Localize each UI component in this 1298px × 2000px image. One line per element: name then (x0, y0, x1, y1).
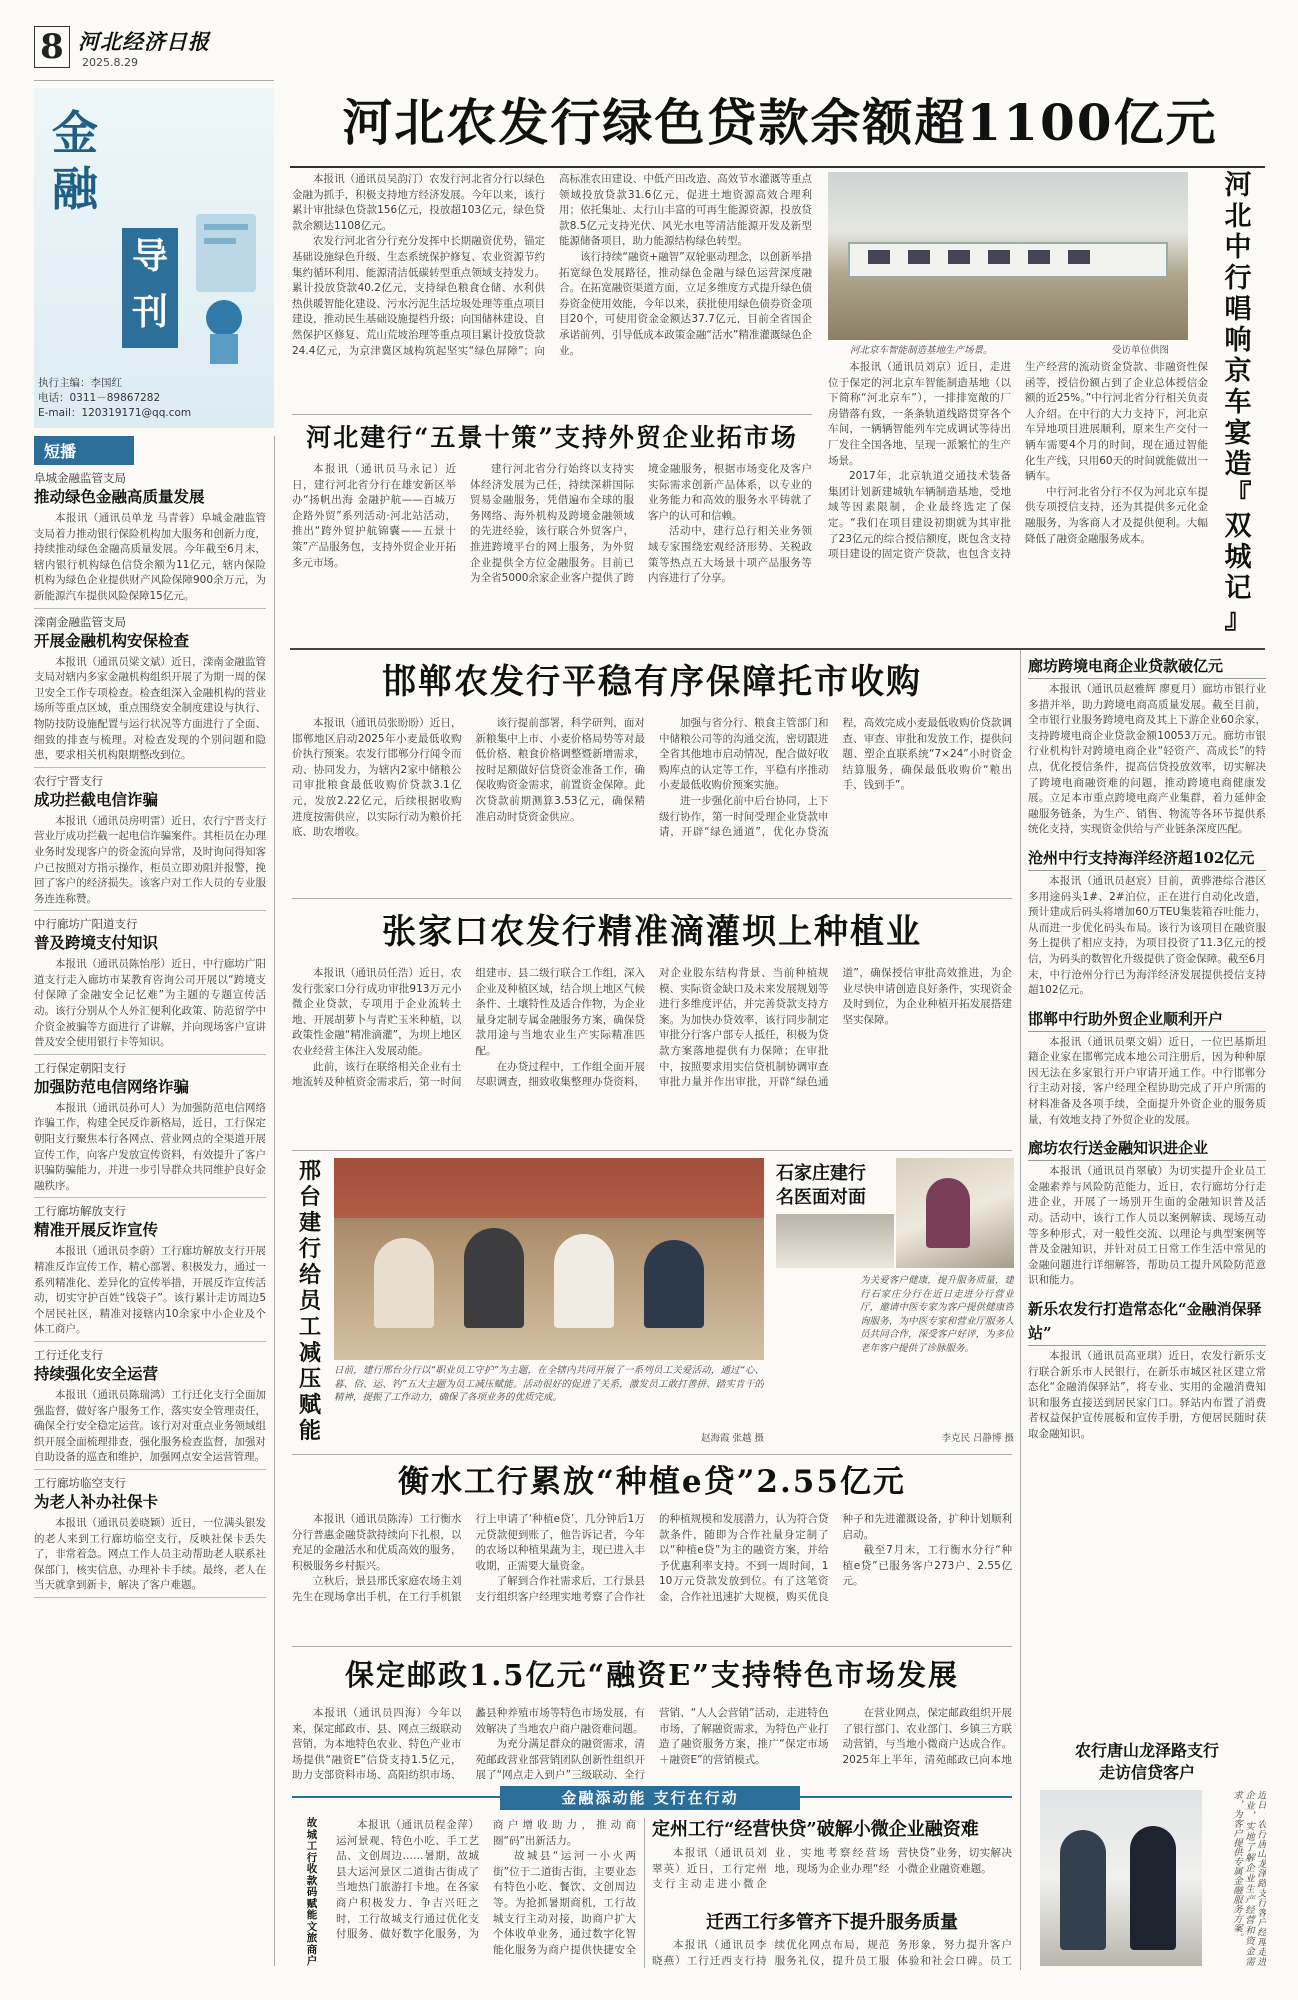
hengshui-para-3: 了解到合作社需求后，工行景县支行组织客户经理实地考察了合作社的种植规模和发展潜力，认为符合贷款条件，随即为合作社量身定制了以“种植e贷”为主的融资方案，并给予优惠利率支持。不到一周时间，110万元贷款发放到位。有了这笔资金，合作社迅速扩大规模，购买优良种子和先进灌溉设备，扩种计划顺利启动。 (475, 1513, 1012, 1603)
interview-caption: 近日，农行唐山龙泽路支行客户经理走进企业，实地了解企业生产经营和资金需求，为客户提供专属金融服务方案。 (1231, 1790, 1266, 1966)
gucheng-para-1: 本报讯（通讯员程金萍）运河景观、特色小吃、手工艺品、文创周边……暑期，故城县大运河景区二道街古街成了当地热门旅游打卡地。在各家商户积极发力、争吉兴旺之时，工行故城支行通过优化支付服务、做好数字化服务，为商户增收助力，推动商圈“码”出新活力。 (336, 1819, 636, 1941)
jingjin-para-2: 2017年，北京轨道交通技术装备集团计划新建城轨车辆制造基地，受地域等因素限制，企业最终选定了保定。“我们在项目建设初期就为其审批了23亿元的综合授信额度，既包含支持项目建设的固定资产贷款，也包含支持生产经营的流动资金贷款、非融资性保函等，授信份额占到了企业总体授信金额的近25%。”中行河北省分行相关负责人介绍。在中行的大力支持下，河北京车异地项目进展顺利，原来生产交付一辆车需要4个月的时间，现在通过智能化生产线，只用60天的时间就能做出一辆车。 (828, 361, 1208, 561)
right-column (1028, 654, 1266, 1734)
vertical-title-char: 赋 (298, 1392, 321, 1418)
baoding-headline: 保定邮政1.5亿元“融资E”支持特色市场发展 (345, 1658, 959, 1692)
masthead (34, 26, 274, 76)
brief-para: 本报讯（通讯员孙可人）为加强防范电信网络诈骗工作，构建全民反诈新格局，近日，工行保定朝阳支行聚焦本行各网点、营业网点的全渠道开展宣传工作，向客户发放宣传资料，有效提升了客户识骗防骗能力，并进一步引导群众共同维护良好金融秩序。 (34, 1101, 266, 1192)
brief-body (34, 1516, 266, 1594)
interview-photo (1040, 1790, 1202, 1966)
vertical-title-char: 宴 (1224, 418, 1252, 449)
jianhang-body (292, 462, 812, 638)
vertical-title-char: 唱 (1224, 294, 1252, 325)
vertical-title-char: 河 (1224, 170, 1252, 201)
sjz-photo-top (896, 1158, 1014, 1268)
jianhang-headline: 河北建行“五景十策”支持外贸企业拓市场 (306, 423, 798, 452)
handan-body (292, 716, 1012, 894)
dingzhou-body (652, 1846, 1012, 1908)
brief-title: 持续强化安全运营 (34, 1363, 159, 1383)
lead-para-1: 本报讯（通讯员吴韵汀）农发行河北省分行以绿色金融为抓手，积极支持地方经济发展。今年以来，该行累计审批绿色贷款156亿元，投放超103亿元，绿色贷款余额达1108亿元。 (292, 173, 545, 232)
brief-org: 工行廊坊临空支行 (34, 1475, 126, 1490)
jianhang-para-1: 本报讯（通讯员马永记）近日，建行河北省分行在雄安新区举办“扬帆出海 金融护航——百城万企路外贸”系列活动·河北站活动，推出“跨外贸护航锦囊——五景十策”产品服务包，支持外贸企业开拓多元市场。 (292, 463, 456, 569)
vertical-title-char: 行 (306, 1851, 318, 1864)
handan-headline: 邯郸农发行平稳有序保障托市收购 (382, 662, 922, 702)
right-story-body (1028, 1349, 1266, 1443)
section-badge (34, 88, 274, 428)
vertical-title-char: 台 (298, 1184, 321, 1210)
hengshui-para-2: 立秋后，景县邢氏家庭农场主刘先生在现场拿出手机，在工行手机银行上申请了‘种植e贷’，几分钟后1万元贷款便到账了，他告诉记者，今年的农场以种植果蔬为主，现已进入丰收期，正需要大量资金。 (292, 1513, 645, 1603)
gucheng-vertical-title (292, 1818, 332, 1968)
vertical-title-char: 双 (1224, 511, 1252, 542)
interview-title (1028, 1740, 1266, 1784)
lead-headline: 河北农发行绿色贷款余额超1100亿元 (342, 93, 1218, 152)
sjz-title-line-1: 石家庄建行 (776, 1163, 866, 1184)
brief-org: 中行廊坊广阳道支行 (34, 917, 138, 932)
lead-para-2: 农发行河北省分行充分发挥中长期融资优势，锚定基础设施绿色升级、生态系统保护修复、农业资源节约集约循环利用、能源清洁低碳转型重点领域支持发力。累计投放贷款40.2亿元，支持绿色粮食仓储、水利供热供暖智能化建设、污水污泥生活垃圾处理等重点项目建设，推动民生基础设施提档升级；向国储林建设、自然保护区修复、荒山荒坡治理等重点项目累计投放贷款24.4亿元，为京津冀区域构筑起坚实“绿色屏障”；向高标准农田建设、中低产田改造、高效节水灌溉等重点领域投放贷款31.6亿元，促进土地资源高效合理利用；依托集址、太行山丰富的可再生能源资源，投放贷款8.5亿元支持光伏、风光水电等清洁能源开发及新型能源储备项目，助力能源结构绿色转型。 (292, 173, 812, 357)
vertical-title-char: 故 (306, 1817, 318, 1829)
brief-title: 推动绿色金融高质量发展 (34, 487, 205, 506)
qianxi-headline: 迁西工行多管齐下提升服务质量 (706, 1912, 958, 1933)
brief-org: 农行宁晋支行 (34, 773, 103, 788)
brief-org: 阜城金融监管支局 (34, 471, 126, 485)
section-char-1: 金 (52, 106, 98, 160)
baoding-body (292, 1706, 1012, 1788)
vertical-title-char: 北 (1224, 201, 1252, 232)
jingjin-para-1: 本报讯（通讯员刘京）近日，走进位于保定的河北京车智能制造基地（以下简称“河北京车”），一排排宽敞的厂房错落有致，一条条轨道线路贯穿各个车间，一辆辆智能列车完成调试等待出厂发往全国各地，呈现一派繁忙的生产场景。 (828, 361, 1011, 467)
hengshui-para-4: 截至7月末，工行衡水分行“种植e贷”已服务客户273户、2.55亿元。 (842, 1544, 1012, 1588)
brief-org: 工行保定朝阳支行 (34, 1060, 126, 1075)
brief-para: 本报讯（通讯员姜晓颖）近日，一位满头银发的老人来到工行廊坊临空支行，反映社保卡丢失了，非常着急。网点工作人员主动帮助老人联系社保部门，核实信息，办理补卡手续。最终，老人在当天就拿到新卡，解决了客户难题。 (34, 1516, 266, 1592)
baoding-para-3: 在营业网点，保定邮政组织开展了银行部门、农业部门、乡镇三方联动营销，与当地小微商户达成合作。2025年上半年，清苑邮政已向本地 (842, 1707, 1012, 1766)
brief-org: 滦南金融监管支局 (34, 614, 126, 629)
right-story-para: 本报讯（通讯员高亚琪）近日，农发行新乐支行联合新乐市人民银行，在新乐市城区社区建立常态化“金融消保驿站”，将专业、实用的金融消费知识和服务直接送到居民家门口。驿站内布置了消费者权益保护宣传展板和宣传手册，方便居民随时获取金融知识。 (1028, 1350, 1266, 1440)
baoding-para-1: 本报讯（通讯员四海）今年以来，保定邮政市、县、网点三级联动营销，为本地特色农业、特色产业市场提供“融资E”信贷支持1.5亿元，助力支部资料市场、高阳纺织市场、蠡县种养殖市场等特色市场发展，有效解决了当地农户商户融资难问题。 (292, 1707, 645, 1782)
vertical-title-char: 文 (306, 1920, 318, 1933)
sjz-credit: 李克民 吕静博 摄 (941, 1433, 1014, 1444)
sjz-title (776, 1162, 896, 1210)
feature-banner: 金融添动能 支行在行动 (500, 1786, 800, 1810)
brief-title: 精准开展反诈宣传 (34, 1220, 159, 1240)
vertical-title-char: 『 (1224, 480, 1252, 511)
brief-body (34, 511, 266, 605)
page-number: 8 (34, 26, 70, 68)
brief-para: 本报讯（通讯员房明雷）近日，农行宁晋支行营业厅成功拦截一起电信诈骗案件。其柜员在办理业务时发现客户的资金流向异常，及时询问得知客户已按照对方指示操作，柜员立即劝阻并报警，挽回了客户的经济损失。该客户对工作人员的专业服务连连称赞。 (34, 814, 266, 905)
xingtai-caption: 日前，建行邢台分行以“职业员工守护”为主题，在全辖内共同开展了一系列员工关爱活动，通过“心、暮、俗、运、钓”五大主题为员工减压赋能。活动很好的促进了关系，激发员工敢打善拼、踏实肯干的精神，提振了工作动力，确保了各项业务的优质完成。 (334, 1365, 764, 1403)
hengshui-body (292, 1512, 1012, 1640)
interview-title-line-2: 走访信贷客户 (1098, 1763, 1195, 1782)
brief-org: 工行廊坊解放支行 (34, 1204, 126, 1219)
editor-line: 执行主编：李国红 (38, 377, 122, 389)
brief-para: 本报讯（通讯员陈瑞鸿）工行迁化支行全面加强监督，做好客户服务工作，落实安全管理责任，确保全行安全稳定运营。该行对对重点业务领域组织开展全面梳理排查，强化服务检查监督，加强对自助设备的巡查和维护，加强网点安全运营管理。 (34, 1388, 266, 1464)
vertical-title-char: 记 (1224, 573, 1252, 604)
hengshui-para-1: 本报讯（通讯员陈涛）工行衡水分行普惠金融贷款持续向下扎根，以充足的金融活水和优质高效的服务，积极服务乡村振兴。 (292, 1513, 462, 1572)
jingjin-vertical-title (1210, 170, 1266, 640)
interview-title-line-1: 农行唐山龙泽路支行 (1074, 1741, 1219, 1760)
vertical-title-char: 减 (298, 1340, 321, 1366)
jingjin-body (828, 360, 1208, 640)
brief-header: 短播 (34, 436, 134, 465)
brief-body (34, 1388, 266, 1466)
vertical-title-char: 给 (298, 1262, 321, 1288)
right-story-para: 本报讯（通讯员栗文娟）近日，一位巴基斯坦籍企业家在邯郸完成本地公司注册后，因为种种原因无法在多家银行开户审请开通工作。中行邯郸分行主动对接，客户经理全程协助完成了开户所需的材料准备及各项手续，全面提升外资企业的服务质量，有效地支持了外贸企业的发展。 (1028, 1035, 1266, 1126)
brief-para: 本报讯（通讯员单龙 马青蓉）阜城金融监管支局着力推动银行保险机构加大服务和创新力度，持续推动绿色金融高质量发展。今年截至6月末，辖内银行机构绿色信贷余额为11亿元，辖内保险机构为绿色企业提供财产风险保障900余万元，为新能源汽车提供风险保障15亿元。 (34, 512, 266, 602)
vertical-title-char: 响 (1224, 325, 1252, 356)
brief-body (34, 957, 266, 1051)
brief-column (34, 436, 266, 1966)
email-line: E-mail：120319171@qq.com (38, 407, 192, 419)
vertical-title-char: 』 (1224, 604, 1252, 635)
brief-title: 开展金融机构安保检查 (34, 630, 190, 650)
vertical-title-char: 款 (306, 1874, 318, 1887)
lead-body (292, 172, 812, 410)
vertical-title-char: 收 (306, 1863, 318, 1875)
lead-para-3: 该行持续“融资+融智”双轮驱动理念，以创新举措拓宽绿色发展路径，推动绿色金融与绿色运营深度融合。在拓宽融资渠道方面，立足多维度方式提升绿色债券资金使用效能，今年以来，获批使用绿色债券资金项目20个，可使用资金金额达37.7亿元，目前全省国企承诺前列，引导低成本政策金融“活水”精准灌溉绿色企业。 (559, 250, 812, 357)
handan-para-1: 本报讯（通讯员张盼盼）近日，邯郸地区启动2025年小麦最低收购价执行预案。农发行邯郸分行闻令而动、协同发力，为辖内2家中储粮公司审批粮食最低收购价贷款3.1亿元，发放2.22亿元，后续根据收购进度按需供应，以实际行动为粮价托底、助农增收。 (292, 717, 462, 839)
xingtai-vertical-title (292, 1158, 328, 1458)
vertical-title-char: 邢 (298, 1158, 321, 1184)
jianhang-para-3: 活动中，建行总行相关业务领域专家围绕宏观经济形势、关税政策等热点五大场景十项产品服务等内容进行了分享。 (648, 525, 812, 585)
qianxi-para-1: 本报讯（通讯员李晓燕）工行迁西支行持续优化网点布局，规范服务礼仪，提升员工服务形象，努力提升客户体验和社会口碑。员工 (652, 1939, 1012, 1967)
zhangjiakou-para-3: 在办贷过程中，工作组全面开展尽职调查，细致收集整理办贷资料，对企业股东结构背景、当前种植规模、实际资金缺口及未来发展规划等进行多维度评估，并完善贷款支持方案。为加快办贷效率，该行同步制定审批分行客户部专人抵任，积极为贷款方案落地提供有力保障；在审批中，按照要求用实信贷机制协调审查审批力量并作出审批，开辟“绿色通道”，确保授信审批高效推进，为企业尽快申请创造良好条件，实现资金及时到位，为企业种植开拓发展搭建坚实保障。 (475, 967, 1012, 1089)
brief-title: 成功拦截电信诈骗 (34, 789, 159, 809)
vertical-title-char: 行 (1224, 263, 1252, 294)
brief-para: 本报讯（通讯员李蔚）工行廊坊解放支行开展精准反诈宣传工作，精心部署、积极发力，通过一系列精准化、差异化的宣传举措，开展反诈宣传活动，切实守护百姓“钱袋子”。该行累计走访周边5个居民社区，精准对接辖内10余家中小企业及个体工商户。 (34, 1245, 266, 1336)
right-story-body (1028, 874, 1266, 999)
xingtai-photo (334, 1158, 764, 1360)
brief-title: 加强防范电信网络诈骗 (34, 1076, 190, 1096)
brief-title: 为老人补办社保卡 (34, 1491, 159, 1511)
jingjin-para-3: 中行河北省分行不仅为河北京车提供专项授信支持，还为其提供多元化金融服务，为客商人才及提供便利。大幅降低了融资金融服务成本。 (1025, 485, 1208, 545)
vertical-title-char: 能 (298, 1418, 321, 1444)
gucheng-body (336, 1818, 636, 1968)
vertical-title-char: 京 (1224, 356, 1252, 387)
right-story-title: 新乐农发行打造常态化“金融消保驿站” (1028, 1297, 1266, 1346)
factory-photo-caption: 河北京车智能制造基地生产场景。 (850, 345, 993, 356)
dingzhou-para-1: 本报讯（通讯员刘翠英）近日，工行定州支行主动走进小微企业，实地考察经营场地，现场为企业办理“经营快贷”业务，切实解决小微企业融资难题。 (652, 1847, 1012, 1891)
zhangjiakou-headline: 张家口农发行精准滴灌坝上种植业 (382, 912, 922, 952)
right-story-body (1028, 1035, 1266, 1129)
brief-body (34, 814, 266, 908)
vertical-title-char: 建 (298, 1210, 321, 1236)
vertical-title-char: 旅 (306, 1932, 318, 1944)
zhangjiakou-para-2: 此前，该行在联络相关企业有土地流转及种植资金需求后，第一时间组建市、县二级行联合工作组，深入企业及种植区域，结合坝上地区气候条件、土壤特性及适合作物，为企业量身定制专属金融服务方案，确保贷款用途与当地农业生产实际精准匹配。 (292, 967, 645, 1089)
handan-para-2: 该行提前部署，科学研判，面对新粮集中上市、小麦价格局势等对最低价格、粮食价格调整暨新增需求，按时足额做好信贷资金准备工作，确保收购资金需求，前置资金保障。此次贷款前期测算3.53亿元，确保精准启动时贷资金供应。 (475, 717, 645, 823)
brief-title: 普及跨境支付知识 (34, 933, 159, 953)
vertical-title-char: 压 (298, 1366, 321, 1392)
right-story-para: 本报讯（通讯员赵宸）目前，黄骅港综合港区多用途码头1#、2#泊位，正在进行自动化改造，预计建成后码头将增加60万TEU集装箱吞吐能力，从而进一步优化码头布局。该行为该项目在融资服务上提供了相应支持，为项目投资了11.3亿元的授信，为码头的数智化升级提供了资金保障。截至6月末，中行沧州分行已为海洋经济发展提供授信支持超102亿元。 (1028, 874, 1266, 997)
vertical-title-char: 车 (1224, 387, 1252, 418)
hengshui-headline: 衡水工行累放“种植e贷”2.55亿元 (398, 1464, 906, 1500)
right-story-title: 沧州中行支持海洋经济超102亿元 (1028, 846, 1266, 871)
right-story-title: 廊坊跨境电商企业贷款破亿元 (1028, 654, 1266, 679)
brief-org: 工行迁化支行 (34, 1347, 103, 1362)
gucheng-para-2: 故城县“运河一小火两街”位于二道街古街，主要业态有特色小吃、餐饮、文创周边等。为抢抓暑期商机，工行故城支行主动对接，助商户扩大个体收单业务，通过数字化智能化服务为商户提供快捷安全 (493, 1850, 636, 1956)
jianhang-para-2: 建行河北省分行始终以支持实体经济发展为己任，持续深耕国际贸易金融服务，凭借遍布全球的服务网络、海外机构及跨境金融领域的先进经验，该行联合外贸客户，推进跨境平台的网上服务，为外贸企业提供全方位金融服务。目前已为全省5000余家企业客户提供了跨境金融服务，根据市场变化及客户实际需求创新产品体系，以专业的业务能力和高效的服务水平铸就了客户的认可和信赖。 (470, 463, 812, 585)
vertical-title-char: 中 (1224, 232, 1252, 263)
vertical-title-char: 造 (1224, 449, 1252, 480)
brief-body (34, 655, 266, 764)
xingtai-credit: 赵海霞 张越 摄 (700, 1433, 764, 1444)
dingzhou-headline: 定州工行“经营快贷”破解小微企业融资难 (652, 1819, 979, 1840)
paper-name: 河北经济日报 (78, 29, 210, 54)
handan-para-4: 进一步强化前中后台协同，上下级行协作，第一时间受理企业贷款申请，开辟“绿色通道”，优化办贷流程，高效完成小麦最低收购价贷款调查、审查、审批和发放工作，提供问题、塑企直联系统“7×24”小时资金结算服务，确保最低收购价“粮出手、钱到手”。 (659, 717, 1012, 839)
guide-block (122, 228, 178, 348)
vertical-title-char: 商 (306, 1943, 318, 1956)
guide-char-1: 导 (131, 235, 168, 277)
brief-list (34, 471, 266, 1598)
section-char-2: 融 (52, 162, 98, 216)
right-story-title: 廊坊农行送金融知识进企业 (1028, 1136, 1266, 1161)
sjz-caption: 为关爱客户健康，提升服务质量，建行石家庄分行在近日走进分行营业厅，邀请中医专家为客户提供健康咨询服务，为中医专家和营业厅服务人员共同合作，深受客户好评，为多位老年客户提供了诊脉服务。 (860, 1275, 1014, 1354)
factory-photo-credit: 受访单位供图 (1112, 345, 1170, 356)
right-story-para: 本报讯（通讯员肖翠敏）为切实提升企业员工金融素养与风险防范能力，近日，农行廊坊分行走进企业，开展了一场别开生面的金融知识普及活动。活动中，该行工作人员以案例解读、现场互动等多种形式，对一般性交流、以理论与典型案例等普及金融知识，并针对员工日常工作生活中常见的金融问题进行详细解答，帮助员工提升风险防范意识和能力。 (1028, 1165, 1266, 1287)
sjz-photo-left (776, 1214, 894, 1268)
baoding-para-2: 为充分满足群众的融资需求，清苑邮政营业部营销团队创新性组织开展了“网点走入到户”三级联动、全行营销、“人人会营销”活动，走进特色市场，了解融资需求，为特色产业打造了融资服务方案，推广“保定市场＋融资E”的营销模式。 (475, 1707, 829, 1782)
vertical-title-char: 城 (306, 1828, 318, 1841)
finance-illustration (184, 198, 270, 368)
zhangjiakou-body (292, 966, 1012, 1144)
vertical-title-char: 赋 (306, 1897, 318, 1910)
issue-date: 2025.8.29 (82, 56, 138, 69)
right-story-body (1028, 1164, 1266, 1289)
brief-body (34, 1101, 266, 1195)
vertical-title-char: 员 (298, 1288, 321, 1314)
vertical-title-char: 工 (306, 1840, 318, 1852)
handan-para-3: 加强与省分行、粮食主管部门和中储粮公司等的沟通交流，密切跟进全省其他地市启动情况，配合做好收购库点的认定等工作，平稳有序推动小麦最低收购价预案实施。 (659, 717, 829, 792)
zhangjiakou-para-1: 本报讯（通讯员任浩）近日，农发行张家口分行成功审批913万元小微企业贷款，专项用于企业流转土地、开展胡萝卜与青贮玉米种植，以政策性金融“精准滴灌”，为坝上地区农业经营主体注入发展动能。 (292, 967, 462, 1057)
phone-line: 电话：0311－89867282 (38, 392, 161, 404)
sjz-title-line-2: 名医面对面 (776, 1187, 866, 1208)
right-story-title: 邯郸中行助外贸企业顺利开户 (1028, 1007, 1266, 1032)
factory-photo (828, 172, 1188, 340)
right-story-para: 本报讯（通讯员赵雅辉 廖夏月）廊坊市银行业多措并举，助力跨境电商高质量发展。截至目前，全市银行业服务跨境电商及其上下游企业60余家，支持跨境电商企业贷款金额10053万元。廊坊市银行业机构针对跨境电商企业“轻资产、高成长”的特点，优化授信条件，提高信贷投放效率，切实解决了跨境电商融资难的问题，推动跨境电商健康发展。立足本市重点跨境电商产业集群，着力延伸金融服务链条，为生产、销售、物流等各环节提供系统化支持，实现资金供给与产业链条深度匹配。 (1028, 683, 1266, 836)
vertical-title-char: 户 (306, 1955, 318, 1967)
vertical-title-char: 行 (298, 1236, 321, 1262)
guide-char-2: 刊 (131, 291, 168, 333)
brief-para: 本报讯（通讯员陈怡彤）近日，中行廊坊广阳道支行走入廊坊市某教育咨询公司开展以“跨境支付保障了金融安全记忆难”为主题的专题宣传活动。该行分别从个人外汇便利化政策、防范留学中介资金被骗等方面进行了讲解，并向现场客户宣讲普及安全使用银行卡等知识。 (34, 958, 266, 1049)
right-story-body (1028, 682, 1266, 838)
vertical-title-char: 城 (1224, 542, 1252, 573)
vertical-title-char: 码 (306, 1886, 318, 1898)
brief-para: 本报讯（通讯员梁文斌）近日，滦南金融监管支局对辖内多家金融机构组织开展了为期一周的保卫安全工作专项检查。检查组深入金融机构的营业场所等重点区域，重点围绕安全制度建设与执行、物防技防设施配置与运行状况等方面进行了全面、细致的排查与梳理。对检查发现的个别问题和隐患，要求相关机构限期整改到位。 (34, 655, 266, 762)
vertical-title-char: 工 (298, 1314, 321, 1340)
brief-body (34, 1244, 266, 1338)
vertical-title-char: 能 (306, 1909, 318, 1921)
qianxi-body (652, 1938, 1012, 1970)
